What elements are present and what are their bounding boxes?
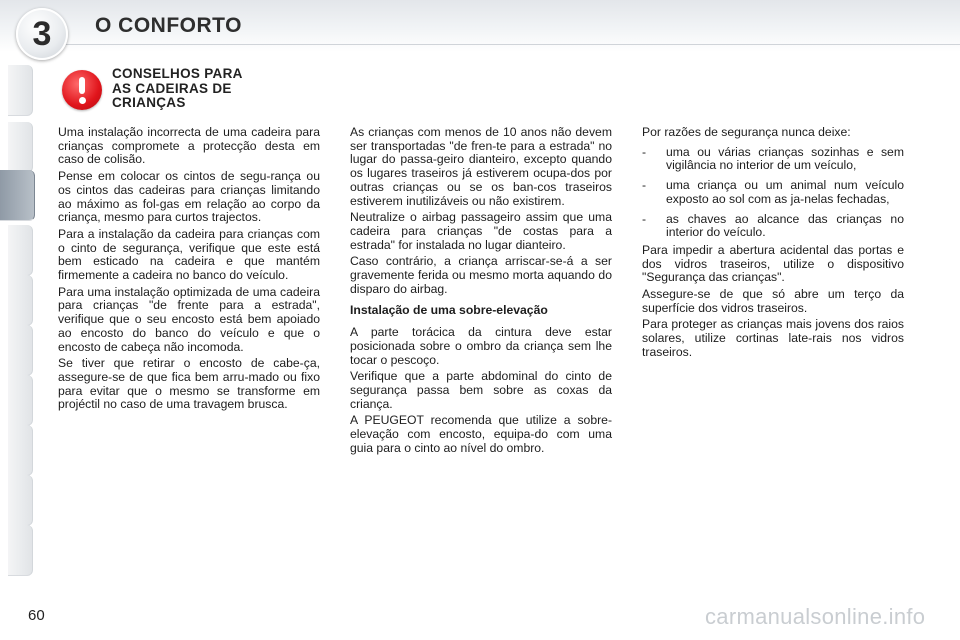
list-dash: -	[642, 144, 647, 159]
paragraph-intro: Por razões de segurança nunca deixe:	[642, 125, 851, 139]
paragraph: Se tiver que retirar o encosto de cabe-ça, assegure-se de que fica bem arru-mado ou fixo para evitar que o mesmo se transforme em projéctil no caso de uma travagem brusca.	[58, 356, 320, 412]
paragraph: Verifique que a parte abdominal do cinto de segurança passa bem sobre as coxas da criança.	[350, 369, 612, 411]
text-column-3	[642, 126, 904, 363]
section-title	[112, 67, 312, 111]
chapter-tab-7[interactable]	[8, 375, 33, 426]
paragraph: Uma instalação incorrecta de uma cadeira para crianças compromete a protecção desta em caso de colisão.	[58, 125, 320, 167]
list-item-text: uma ou várias crianças sozinhas e sem vigilância no interior de um veículo,	[666, 144, 904, 173]
list-dash: -	[642, 211, 647, 226]
chapter-tab-8[interactable]	[8, 425, 33, 476]
chapter-tab-strip	[0, 65, 34, 575]
chapter-tab-2[interactable]	[8, 122, 33, 173]
list-item	[642, 179, 904, 206]
paragraph: A PEUGEOT recomenda que utilize a sobre-elevação com encosto, equipa-do com uma guia para o cinto ao nível do ombro.	[350, 413, 612, 455]
section-title-line-1: CONSELHOS PARA	[112, 66, 243, 81]
paragraph: As crianças com menos de 10 anos não devem ser transportadas "de fren-te para a estrada" no lugar do passa-geiro dianteiro, excepto quando os lugares traseiros já estiverem ocupa-dos por outras crianças ou se os ban-cos traseiros estiverem inutilizáveis ou não existirem.	[350, 125, 612, 208]
section-title-line-3: CRIANÇAS	[112, 95, 186, 110]
exclamation-dot	[79, 97, 86, 104]
paragraph: Para impedir a abertura acidental das portas e dos vidros traseiros, utilize o dispositivo "Segurança das crianças".	[642, 242, 904, 285]
chapter-tab-9[interactable]	[8, 475, 33, 526]
paragraph: Neutralize o airbag passageiro assim que uma cadeira para crianças "de costas para a estrada" for instalada no lugar dianteiro.	[350, 210, 612, 252]
chapter-title: O CONFORTO	[95, 14, 242, 37]
subheading-booster-seat: Instalação de uma sobre-elevação	[350, 303, 548, 318]
list-item-text: as chaves ao alcance das crianças no interior do veículo.	[666, 211, 904, 240]
chapter-number-badge: 3	[16, 8, 68, 60]
section-title-line-2: AS CADEIRAS DE	[112, 80, 232, 96]
paragraph: A parte torácica da cintura deve estar posicionada sobre o ombro da criança sem lhe tocar o pescoço.	[350, 325, 612, 367]
paragraph: Pense em colocar os cintos de segu-rança ou os cintos das cadeiras para crianças limitando ao máximo as fol-gas em relação ao corpo da criança, mesmo para curtos trajectos.	[58, 169, 320, 225]
list-item	[642, 213, 904, 240]
chapter-tab-3-active[interactable]	[0, 170, 35, 221]
header-divider	[60, 44, 960, 45]
text-column-1	[58, 126, 320, 415]
paragraph: Para proteger as crianças mais jovens dos raios solares, utilize cortinas late-rais nos vidros traseiros.	[642, 317, 904, 359]
paragraph: Para uma instalação optimizada de uma cadeira para crianças "de frente para a estrada", verifique que o seu encosto está bem apoiado ao encosto do banco do veículo e que o encosto de cabeça não incomoda.	[58, 284, 320, 354]
paragraph: Caso contrário, a criança arriscar-se-á a ser gravemente ferida ou mesmo morta aquando do disparo do airbag.	[350, 254, 612, 296]
list-item-text: uma criança ou um animal num veículo exposto ao sol com as ja-nelas fechadas,	[666, 178, 904, 206]
chapter-tab-5[interactable]	[8, 275, 33, 326]
chapter-tab-6[interactable]	[8, 325, 33, 376]
text-column-2	[350, 126, 612, 458]
paragraph: Assegure-se de que só abre um terço da superfície dos vidros traseiros.	[642, 287, 904, 315]
list-dash: -	[642, 178, 647, 193]
exclamation-bar	[79, 77, 85, 94]
chapter-tab-4[interactable]	[8, 225, 33, 276]
watermark-text: carmanualsonline.info	[705, 604, 926, 629]
paragraph: Para a instalação da cadeira para crianças com o cinto de segurança, verifique que este está bem esticado na cadeira e que mantém firmemente a cadeira no banco do veículo.	[58, 226, 320, 283]
chapter-tab-10[interactable]	[8, 525, 33, 576]
page-number: 60	[28, 607, 45, 624]
list-item	[642, 146, 904, 173]
chapter-tab-1[interactable]	[8, 65, 33, 116]
warning-exclamation-icon	[62, 70, 102, 110]
